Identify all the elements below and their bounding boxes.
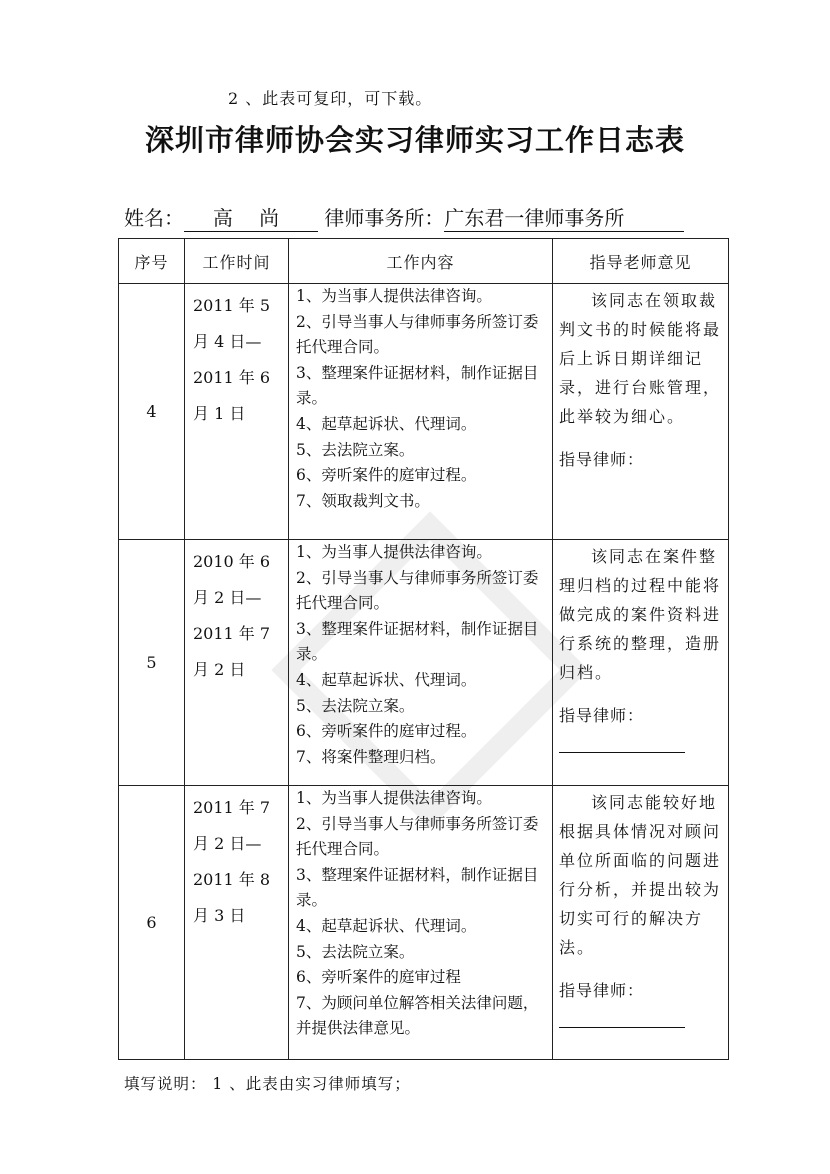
content-item: 2、引导当事人与律师事务所签订委托代理合同。 xyxy=(296,814,539,859)
supervisor-label: 指导律师： xyxy=(559,981,645,1000)
footer-note: 填写说明： 1 、此表由实习律师填写； xyxy=(124,1075,411,1093)
row-seq: 4 xyxy=(119,284,185,540)
row-content xyxy=(289,540,553,786)
content-item: 3、整理案件证据材料，制作证据目录。 xyxy=(296,619,539,664)
content-item: 6、旁听案件的庭审过程。 xyxy=(296,466,477,485)
table-header-row xyxy=(119,239,729,284)
content-item: 4、起草起诉状、代理词。 xyxy=(296,670,477,689)
content-item: 1、为当事人提供法律咨询。 xyxy=(296,543,492,561)
content-item: 6、旁听案件的庭审过程。 xyxy=(296,722,477,741)
row-content xyxy=(289,284,553,540)
time-line: 2011 年 5 xyxy=(193,296,271,315)
table-row xyxy=(119,540,729,786)
page-title: 深圳市律师协会实习律师实习工作日志表 xyxy=(144,123,685,157)
time-line: 月 2 日 xyxy=(193,660,246,679)
work-log-table xyxy=(118,238,729,1060)
time-line: 月 1 日 xyxy=(193,404,246,423)
row-opinion xyxy=(553,540,729,786)
supervisor-label: 指导律师： xyxy=(559,706,645,725)
content-item: 5、去法院立案。 xyxy=(296,696,415,715)
row-content xyxy=(289,786,553,1060)
content-item: 1、为当事人提供法律咨询。 xyxy=(296,287,492,305)
header-content: 工作内容 xyxy=(289,239,553,284)
content-item: 6、旁听案件的庭审过程 xyxy=(296,968,461,987)
top-note: 2 、此表可复印，可下载。 xyxy=(228,89,433,108)
table-row xyxy=(119,786,729,1060)
firm-label: 律师事务所： xyxy=(324,206,445,230)
info-line xyxy=(124,202,684,232)
opinion-text: 该同志在案件整理归档的过程中能将做完成的案件资料进行系统的整理，造册归档。 xyxy=(559,547,722,682)
row-opinion xyxy=(553,786,729,1060)
content-item: 5、去法院立案。 xyxy=(296,942,415,961)
content-item: 4、起草起诉状、代理词。 xyxy=(296,414,477,433)
row-time xyxy=(185,284,289,540)
time-line: 月 3 日 xyxy=(193,906,246,925)
opinion-text: 该同志在领取裁判文书的时候能将最后上诉日期详细记录，进行台账管理，此举较为细心。 xyxy=(559,291,722,426)
content-item: 3、整理案件证据材料，制作证据目录。 xyxy=(296,865,539,910)
content-item: 7、为顾问单位解答相关法律问题，并提供法律意见。 xyxy=(296,993,539,1038)
row-time xyxy=(185,786,289,1060)
content-item: 3、整理案件证据材料，制作证据目录。 xyxy=(296,363,539,408)
content-item: 2、引导当事人与律师事务所签订委托代理合同。 xyxy=(296,568,539,613)
opinion-text: 该同志能较好地根据具体情况对顾问单位所面临的问题进行分析，并提出较为切实可行的解决方法。 xyxy=(559,793,722,957)
time-line: 2011 年 7 xyxy=(193,624,271,643)
row-seq: 5 xyxy=(119,540,185,786)
header-opinion: 指导老师意见 xyxy=(553,239,729,284)
table-row xyxy=(119,284,729,540)
time-line: 2011 年 6 xyxy=(193,368,271,387)
signature-line xyxy=(559,738,685,753)
content-item: 4、起草起诉状、代理词。 xyxy=(296,916,477,935)
content-item: 1、为当事人提供法律咨询。 xyxy=(296,789,492,807)
content-item: 2、引导当事人与律师事务所签订委托代理合同。 xyxy=(296,312,539,357)
row-opinion xyxy=(553,284,729,540)
header-time: 工作时间 xyxy=(185,239,289,284)
time-line: 2011 年 8 xyxy=(193,870,271,889)
content-item: 7、领取裁判文书。 xyxy=(296,491,430,510)
firm-value: 广东君一律师事务所 xyxy=(444,202,684,232)
row-time xyxy=(185,540,289,786)
name-value: 高 尚 xyxy=(184,202,318,232)
time-line: 月 2 日— xyxy=(193,834,262,853)
content-item: 5、去法院立案。 xyxy=(296,440,415,459)
name-label: 姓名： xyxy=(124,206,184,230)
content-item: 7、将案件整理归档。 xyxy=(296,747,446,766)
time-line: 月 4 日— xyxy=(193,332,262,351)
time-line: 2010 年 6 xyxy=(193,552,271,571)
row-seq: 6 xyxy=(119,786,185,1060)
header-seq: 序号 xyxy=(119,239,185,284)
signature-line xyxy=(559,1013,685,1028)
supervisor-label: 指导律师： xyxy=(559,450,645,469)
time-line: 2011 年 7 xyxy=(193,798,271,817)
time-line: 月 2 日— xyxy=(193,588,262,607)
